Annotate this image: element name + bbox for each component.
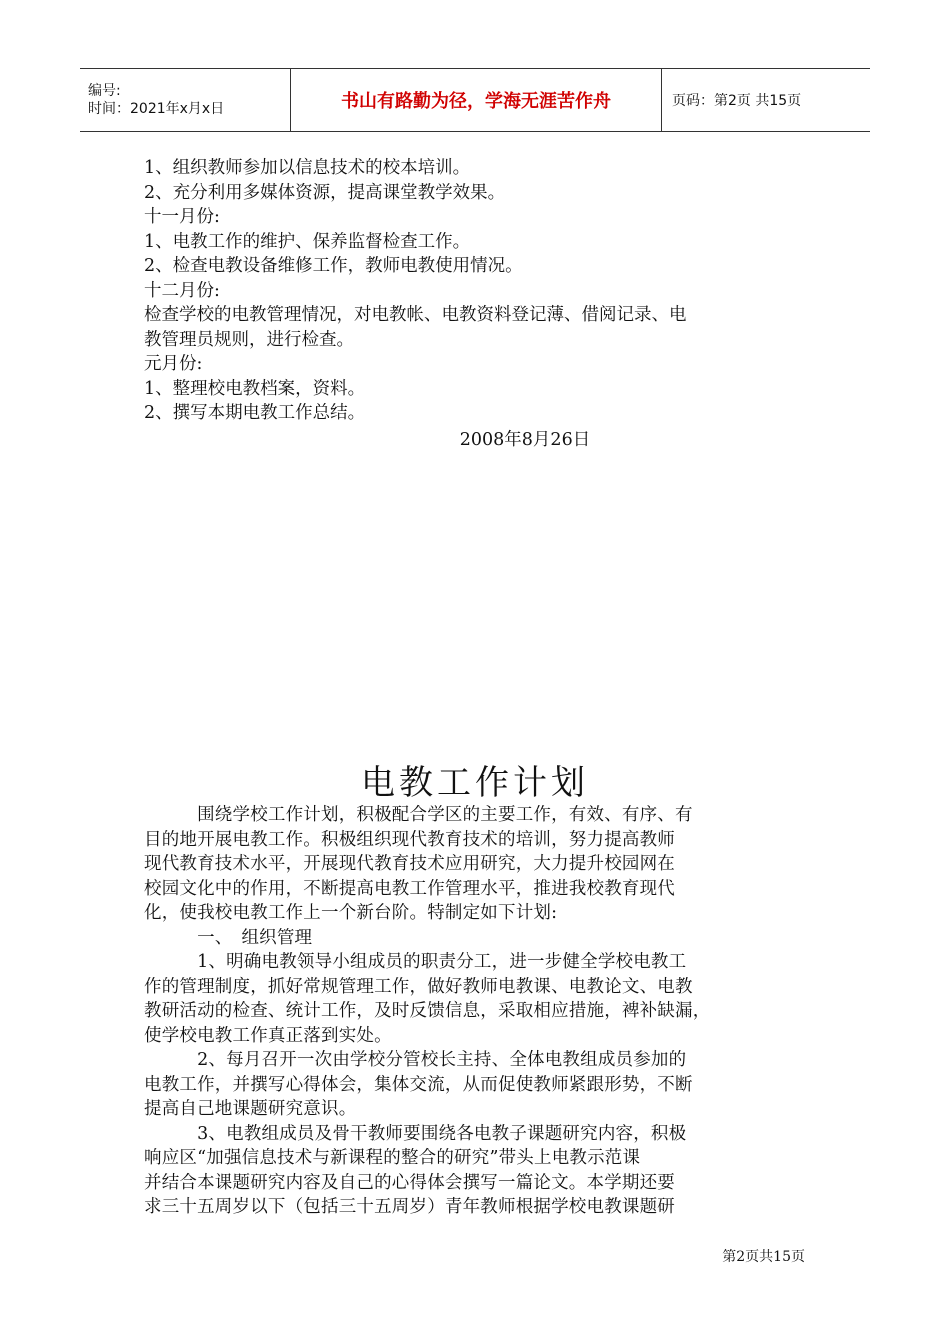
text-line: 检查学校的电教管理情况，对电教帐、电教资料登记薄、借阅记录、电 xyxy=(144,305,687,325)
text-line: 2、撰写本期电教工作总结。 xyxy=(144,403,366,423)
header-page-info: 页码：第2页 共15页 xyxy=(672,93,802,109)
text-line: 目的地开展电教工作。积极组织现代教育技术的培训，努力提高教师 xyxy=(144,829,675,850)
text-line: 并结合本课题研究内容及自己的心得体会撰写一篇论文。本学期还要 xyxy=(144,1172,675,1193)
text-line: 1、明确电教领导小组成员的职责分工，进一步健全学校电教工 xyxy=(144,952,687,972)
section-heading: 一、 组织管理 xyxy=(144,927,313,948)
plan-body xyxy=(144,803,814,1220)
header-motto: 书山有路勤为径，学海无涯苦作舟 xyxy=(291,69,662,131)
text-line: 教管理员规则，进行检查。 xyxy=(144,329,354,350)
text-line: 求三十五周岁以下（包括三十五周岁）青年教师根据学校电教课题研 xyxy=(144,1197,675,1217)
doc-time-label: 时间：2021年x月x日 xyxy=(88,101,225,117)
text-line: 1、电教工作的维护、保养监督检查工作。 xyxy=(144,231,471,252)
header-meta xyxy=(80,69,291,131)
text-line: 电教工作，并撰写心得体会，集体交流，从而促使教师紧跟形势，不断 xyxy=(144,1074,693,1095)
text-line: 十二月份: xyxy=(144,280,220,301)
plan-continuation xyxy=(144,156,824,426)
text-line: 提高自己地课题研究意识。 xyxy=(144,1099,357,1119)
text-line: 元月份: xyxy=(144,354,203,374)
text-line: 2、充分利用多媒体资源，提高课堂教学效果。 xyxy=(144,182,506,203)
doc-title: 电教工作计划 xyxy=(361,763,589,803)
text-line: 化，使我校电教工作上一个新台阶。特制定如下计划: xyxy=(144,903,558,923)
text-line: 1、组织教师参加以信息技术的校本培训。 xyxy=(144,158,471,178)
text-line: 教研活动的检查、统计工作，及时反馈信息，采取相应措施，裨补缺漏， xyxy=(144,1001,711,1021)
text-line: 校园文化中的作用，不断提高电教工作管理水平，推进我校教育现代 xyxy=(144,878,675,899)
plan-date: 2008年8月26日 xyxy=(459,430,591,450)
text-line: 1、整理校电教档案，资料。 xyxy=(144,378,366,399)
doc-number-label: 编号: xyxy=(88,83,121,99)
text-line: 作的管理制度，抓好常规管理工作，做好教师电教课、电教论文、电教 xyxy=(144,976,693,997)
text-line: 围绕学校工作计划，积极配合学区的主要工作，有效、有序、有 xyxy=(144,805,693,825)
text-line: 十一月份: xyxy=(144,207,220,227)
text-line: 3、电教组成员及骨干教师要围绕各电教子课题研究内容，积极 xyxy=(144,1123,687,1144)
text-line: 2、检查电教设备维修工作，教师电教使用情况。 xyxy=(144,256,523,276)
text-line: 现代教育技术水平，开展现代教育技术应用研究，大力提升校园网在 xyxy=(144,854,675,874)
page-header xyxy=(80,68,870,132)
page-footer: 第2页共15页 xyxy=(722,1249,805,1265)
text-line: 2、每月召开一次由学校分管校长主持、全体电教组成员参加的 xyxy=(144,1050,687,1070)
text-line: 使学校电教工作真正落到实处。 xyxy=(144,1025,392,1046)
text-line: 响应区“加强信息技术与新课程的整合的研究”带头上电教示范课 xyxy=(144,1148,641,1168)
